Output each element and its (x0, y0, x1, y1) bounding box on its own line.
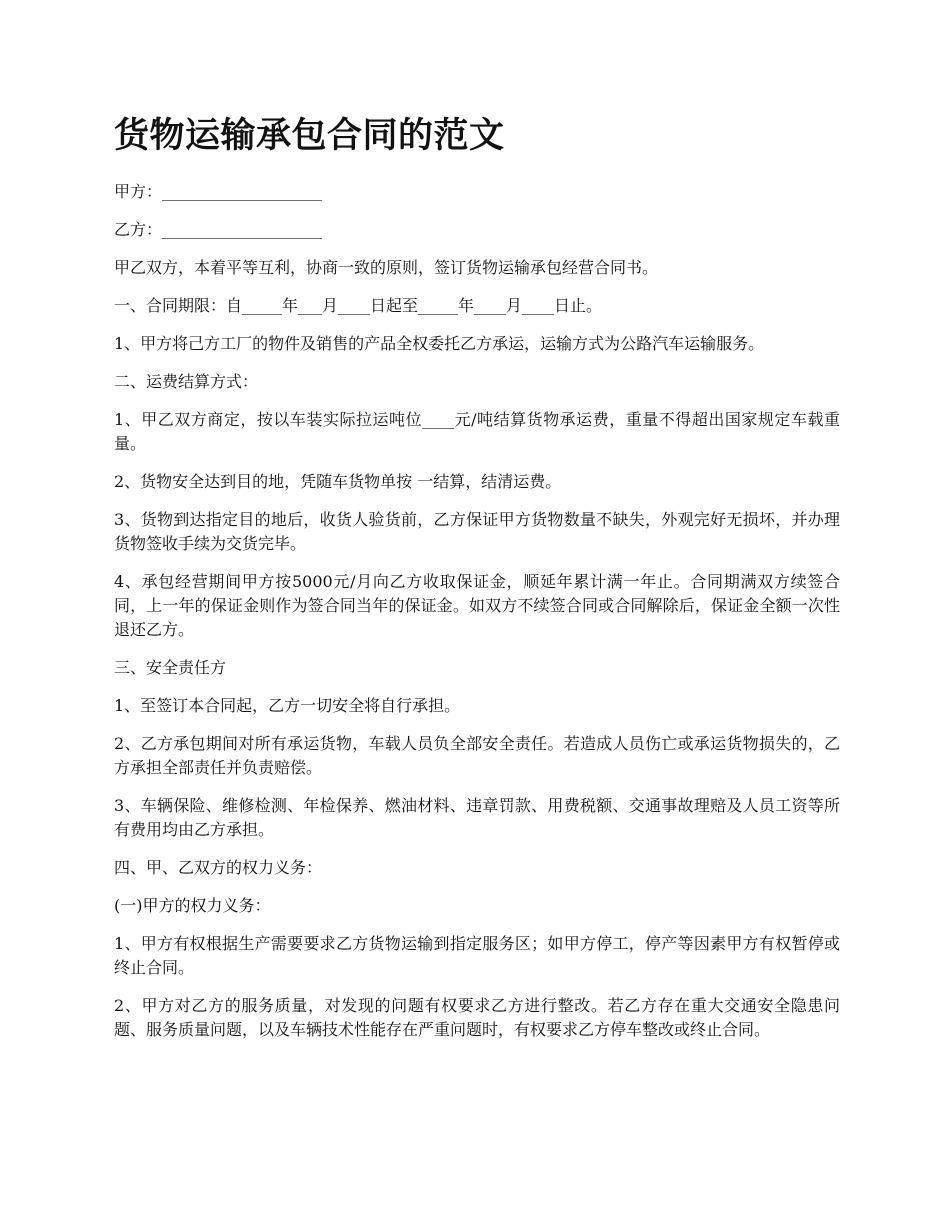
clause-paragraph: 3、货物到达指定目的地后，收货人验货前，乙方保证甲方货物数量不缺失，外观完好无损坏，并办理货物签收手续为交货完毕。 (114, 510, 840, 553)
clause-paragraph: 3、车辆保险、维修检测、年检保养、燃油材料、违章罚款、用费税额、交通事故理赔及人员工资等所有费用均由乙方承担。 (114, 796, 840, 839)
document-title: 货物运输承包合同的范文 (114, 116, 505, 156)
document-body (114, 112, 840, 1056)
subsection-heading-party-a: (一)甲方的权力义务： (114, 896, 271, 915)
clause-paragraph: 2、甲方对乙方的服务质量，对发现的问题有权要求乙方进行整改。若乙方存在重大交通安全隐患问题、服务质量问题，以及车辆技术性能存在严重问题时，有权要求乙方停车整改或终止合同。 (114, 996, 840, 1039)
section-heading-term: 一、合同期限：自_____年___月____日起至_____年____月____日止。 (114, 296, 603, 315)
clause-paragraph: 1、至签订本合同起，乙方一切安全将自行承担。 (114, 696, 461, 715)
clause-paragraph: 1、甲乙双方商定，按以车装实际拉运吨位____元/吨结算货物承运费，重量不得超出国家规定车载重量。 (114, 410, 840, 453)
clause-paragraph: 1、甲方有权根据生产需要要求乙方货物运输到指定服务区；如甲方停工，停产等因素甲方有权暂停或终止合同。 (114, 934, 840, 977)
preamble-paragraph: 甲乙双方，本着平等互利，协商一致的原则，签订货物运输承包经营合同书。 (114, 258, 659, 277)
clause-paragraph: 1、甲方将己方工厂的物件及销售的产品全权委托乙方承运，运输方式为公路汽车运输服务。 (114, 334, 765, 353)
party-a-line: 甲方：____________________ (114, 182, 323, 201)
party-b-line: 乙方：____________________ (114, 220, 323, 239)
section-heading-rights: 四、甲、乙双方的权力义务： (114, 858, 323, 877)
section-heading-safety: 三、安全责任方 (114, 658, 227, 677)
clause-paragraph: 2、乙方承包期间对所有承运货物，车载人员负全部安全责任。若造成人员伤亡或承运货物损失的，乙方承担全部责任并负责赔偿。 (114, 734, 840, 777)
section-heading-freight: 二、运费结算方式： (114, 372, 259, 391)
clause-paragraph: 4、承包经营期间甲方按5000元/月向乙方收取保证金，顺延年累计满一年止。合同期满双方续签合同，上一年的保证金则作为签合同当年的保证金。如双方不续签合同或合同解除后，保证金全额一次性退还乙方。 (114, 572, 840, 639)
clause-paragraph: 2、货物安全达到目的地，凭随车货物单按 一结算，结清运费。 (114, 472, 562, 491)
